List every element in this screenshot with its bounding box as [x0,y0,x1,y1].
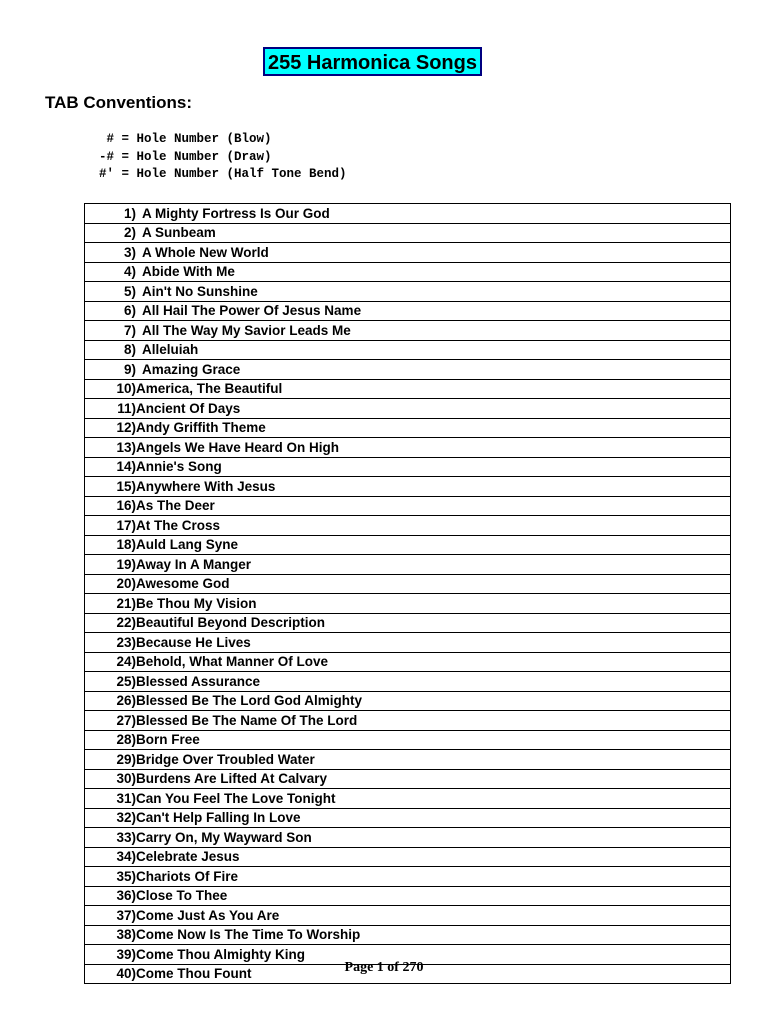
song-number: 20) [116,576,136,592]
song-cell [85,243,731,263]
table-row [85,886,731,906]
song-number: 4) [123,264,136,280]
song-title: A Whole New World [142,244,269,260]
song-cell [85,886,731,906]
song-cell [85,828,731,848]
song-title: Andy Griffith Theme [136,420,266,436]
song-cell [85,379,731,399]
song-cell [85,223,731,243]
song-index-table [84,203,731,984]
table-row [85,204,731,224]
song-title: Come Now Is The Time To Worship [136,927,361,943]
song-title: Blessed Assurance [136,673,261,689]
song-number: 39) [116,946,136,962]
song-cell [85,204,731,224]
convention-symbol: # [106,132,114,146]
table-row [85,652,731,672]
song-cell [85,301,731,321]
song-title: A Mighty Fortress Is Our God [142,205,330,221]
song-number: 18) [116,537,136,553]
song-number: 17) [116,517,136,533]
song-number: 38) [116,927,136,943]
table-row [85,399,731,419]
convention-description: = Hole Number (Blow) [114,132,272,146]
song-title: Beautiful Beyond Description [136,615,326,631]
table-row [85,360,731,380]
song-title: A Sunbeam [142,225,216,241]
table-row [85,808,731,828]
table-row [85,925,731,945]
song-cell [85,789,731,809]
song-cell [85,438,731,458]
song-cell [85,613,731,633]
table-row [85,516,731,536]
song-title: Can't Help Falling In Love [136,810,301,826]
song-title: Anywhere With Jesus [136,478,276,494]
song-title: Blessed Be The Name Of The Lord [136,712,358,728]
song-number: 2) [123,225,136,241]
song-number: 5) [123,283,136,299]
table-row [85,223,731,243]
song-title: Because He Lives [136,634,251,650]
song-cell [85,633,731,653]
song-title: Bridge Over Troubled Water [136,751,315,767]
song-cell [85,262,731,282]
song-cell [85,711,731,731]
table-row [85,535,731,555]
song-number: 13) [116,439,136,455]
table-row [85,730,731,750]
song-number: 16) [116,498,136,514]
song-number: 37) [116,907,136,923]
song-title: As The Deer [136,498,215,514]
song-title: Angels We Have Heard On High [136,439,340,455]
document-title: 255 Harmonica Songs [263,47,482,76]
song-title: Away In A Manger [136,556,252,572]
table-row [85,301,731,321]
song-title: Born Free [136,732,200,748]
song-number: 11) [117,400,136,416]
song-cell [85,574,731,594]
table-row [85,477,731,497]
song-number: 3) [123,244,136,260]
convention-row [84,149,347,167]
song-cell [85,594,731,614]
song-title: Blessed Be The Lord God Almighty [136,693,363,709]
song-title: Behold, What Manner Of Love [136,654,329,670]
song-title: All Hail The Power Of Jesus Name [142,303,362,319]
song-title: Celebrate Jesus [136,849,240,865]
song-number: 33) [116,829,136,845]
song-title: Ain't No Sunshine [142,283,258,299]
song-cell [85,672,731,692]
song-number: 19) [116,556,136,572]
song-number: 32) [116,810,136,826]
song-number: 22) [116,615,136,631]
table-row [85,672,731,692]
song-number: 14) [116,459,136,475]
song-number: 10) [116,381,136,397]
song-cell [85,282,731,302]
table-row [85,847,731,867]
convention-symbol: -# [98,149,114,164]
song-cell [85,652,731,672]
convention-row [84,166,347,184]
song-cell [85,691,731,711]
tab-conventions-list [84,131,347,184]
table-row [85,340,731,360]
song-cell [85,321,731,341]
table-row [85,243,731,263]
table-row [85,789,731,809]
tab-conventions-heading: TAB Conventions: [45,93,193,112]
convention-description: = Hole Number (Draw) [114,149,272,164]
song-number: 28) [116,732,136,748]
song-cell [85,360,731,380]
song-title: Chariots Of Fire [136,868,239,884]
song-number: 25) [116,673,136,689]
song-cell [85,925,731,945]
song-title: Carry On, My Wayward Son [136,829,312,845]
song-cell [85,496,731,516]
song-number: 24) [116,654,136,670]
table-row [85,769,731,789]
table-row [85,711,731,731]
song-cell [85,847,731,867]
song-number: 36) [116,888,136,904]
table-row [85,613,731,633]
table-row [85,691,731,711]
song-title: Come Just As You Are [136,907,280,923]
table-row [85,379,731,399]
song-number: 30) [116,771,136,787]
table-row [85,457,731,477]
song-title: Alleluiah [142,342,199,358]
song-title: Burdens Are Lifted At Calvary [136,771,328,787]
song-title: America, The Beautiful [136,381,283,397]
song-number: 34) [116,849,136,865]
song-number: 23) [116,634,136,650]
table-row [85,867,731,887]
song-number: 8) [123,342,136,358]
song-number: 40) [116,966,136,982]
song-number: 35) [116,868,136,884]
table-row [85,418,731,438]
song-cell [85,516,731,536]
song-cell [85,906,731,926]
page-number: Page 1 of 270 [344,960,424,975]
table-row [85,633,731,653]
song-cell [85,808,731,828]
convention-symbol: #' [98,167,114,181]
table-row [85,574,731,594]
song-number: 27) [116,712,136,728]
convention-description: = Hole Number (Half Tone Bend) [114,167,347,181]
song-title: Can You Feel The Love Tonight [136,790,336,806]
song-title: Ancient Of Days [136,400,241,416]
table-row [85,262,731,282]
song-title: At The Cross [136,517,221,533]
song-number: 12) [116,420,136,436]
song-number: 31) [116,790,136,806]
song-number: 9) [123,361,136,377]
song-cell [85,867,731,887]
table-row [85,282,731,302]
song-title: Amazing Grace [142,361,241,377]
convention-row [84,131,347,149]
song-cell [85,457,731,477]
song-number: 6) [123,303,136,319]
song-cell [85,555,731,575]
song-title: Close To Thee [136,888,228,904]
table-row [85,594,731,614]
song-number: 1) [123,205,136,221]
song-number: 29) [116,751,136,767]
song-title: Abide With Me [142,264,235,280]
table-row [85,828,731,848]
song-number: 7) [123,322,136,338]
song-number: 26) [116,693,136,709]
song-cell [85,769,731,789]
song-cell [85,418,731,438]
song-cell [85,730,731,750]
song-cell [85,340,731,360]
song-title: Annie's Song [136,459,222,475]
song-cell [85,477,731,497]
table-row [85,906,731,926]
song-title: Come Thou Almighty King [136,946,305,962]
table-row [85,496,731,516]
song-cell [85,750,731,770]
song-title: Awesome God [136,576,230,592]
song-cell [85,535,731,555]
song-title: Be Thou My Vision [136,595,257,611]
table-row [85,750,731,770]
table-row [85,438,731,458]
table-row [85,321,731,341]
song-cell [85,399,731,419]
song-title: All The Way My Savior Leads Me [142,322,351,338]
song-title: Auld Lang Syne [136,537,239,553]
table-row [85,555,731,575]
song-number: 21) [116,595,136,611]
song-title: Come Thou Fount [136,966,252,982]
song-number: 15) [116,478,136,494]
